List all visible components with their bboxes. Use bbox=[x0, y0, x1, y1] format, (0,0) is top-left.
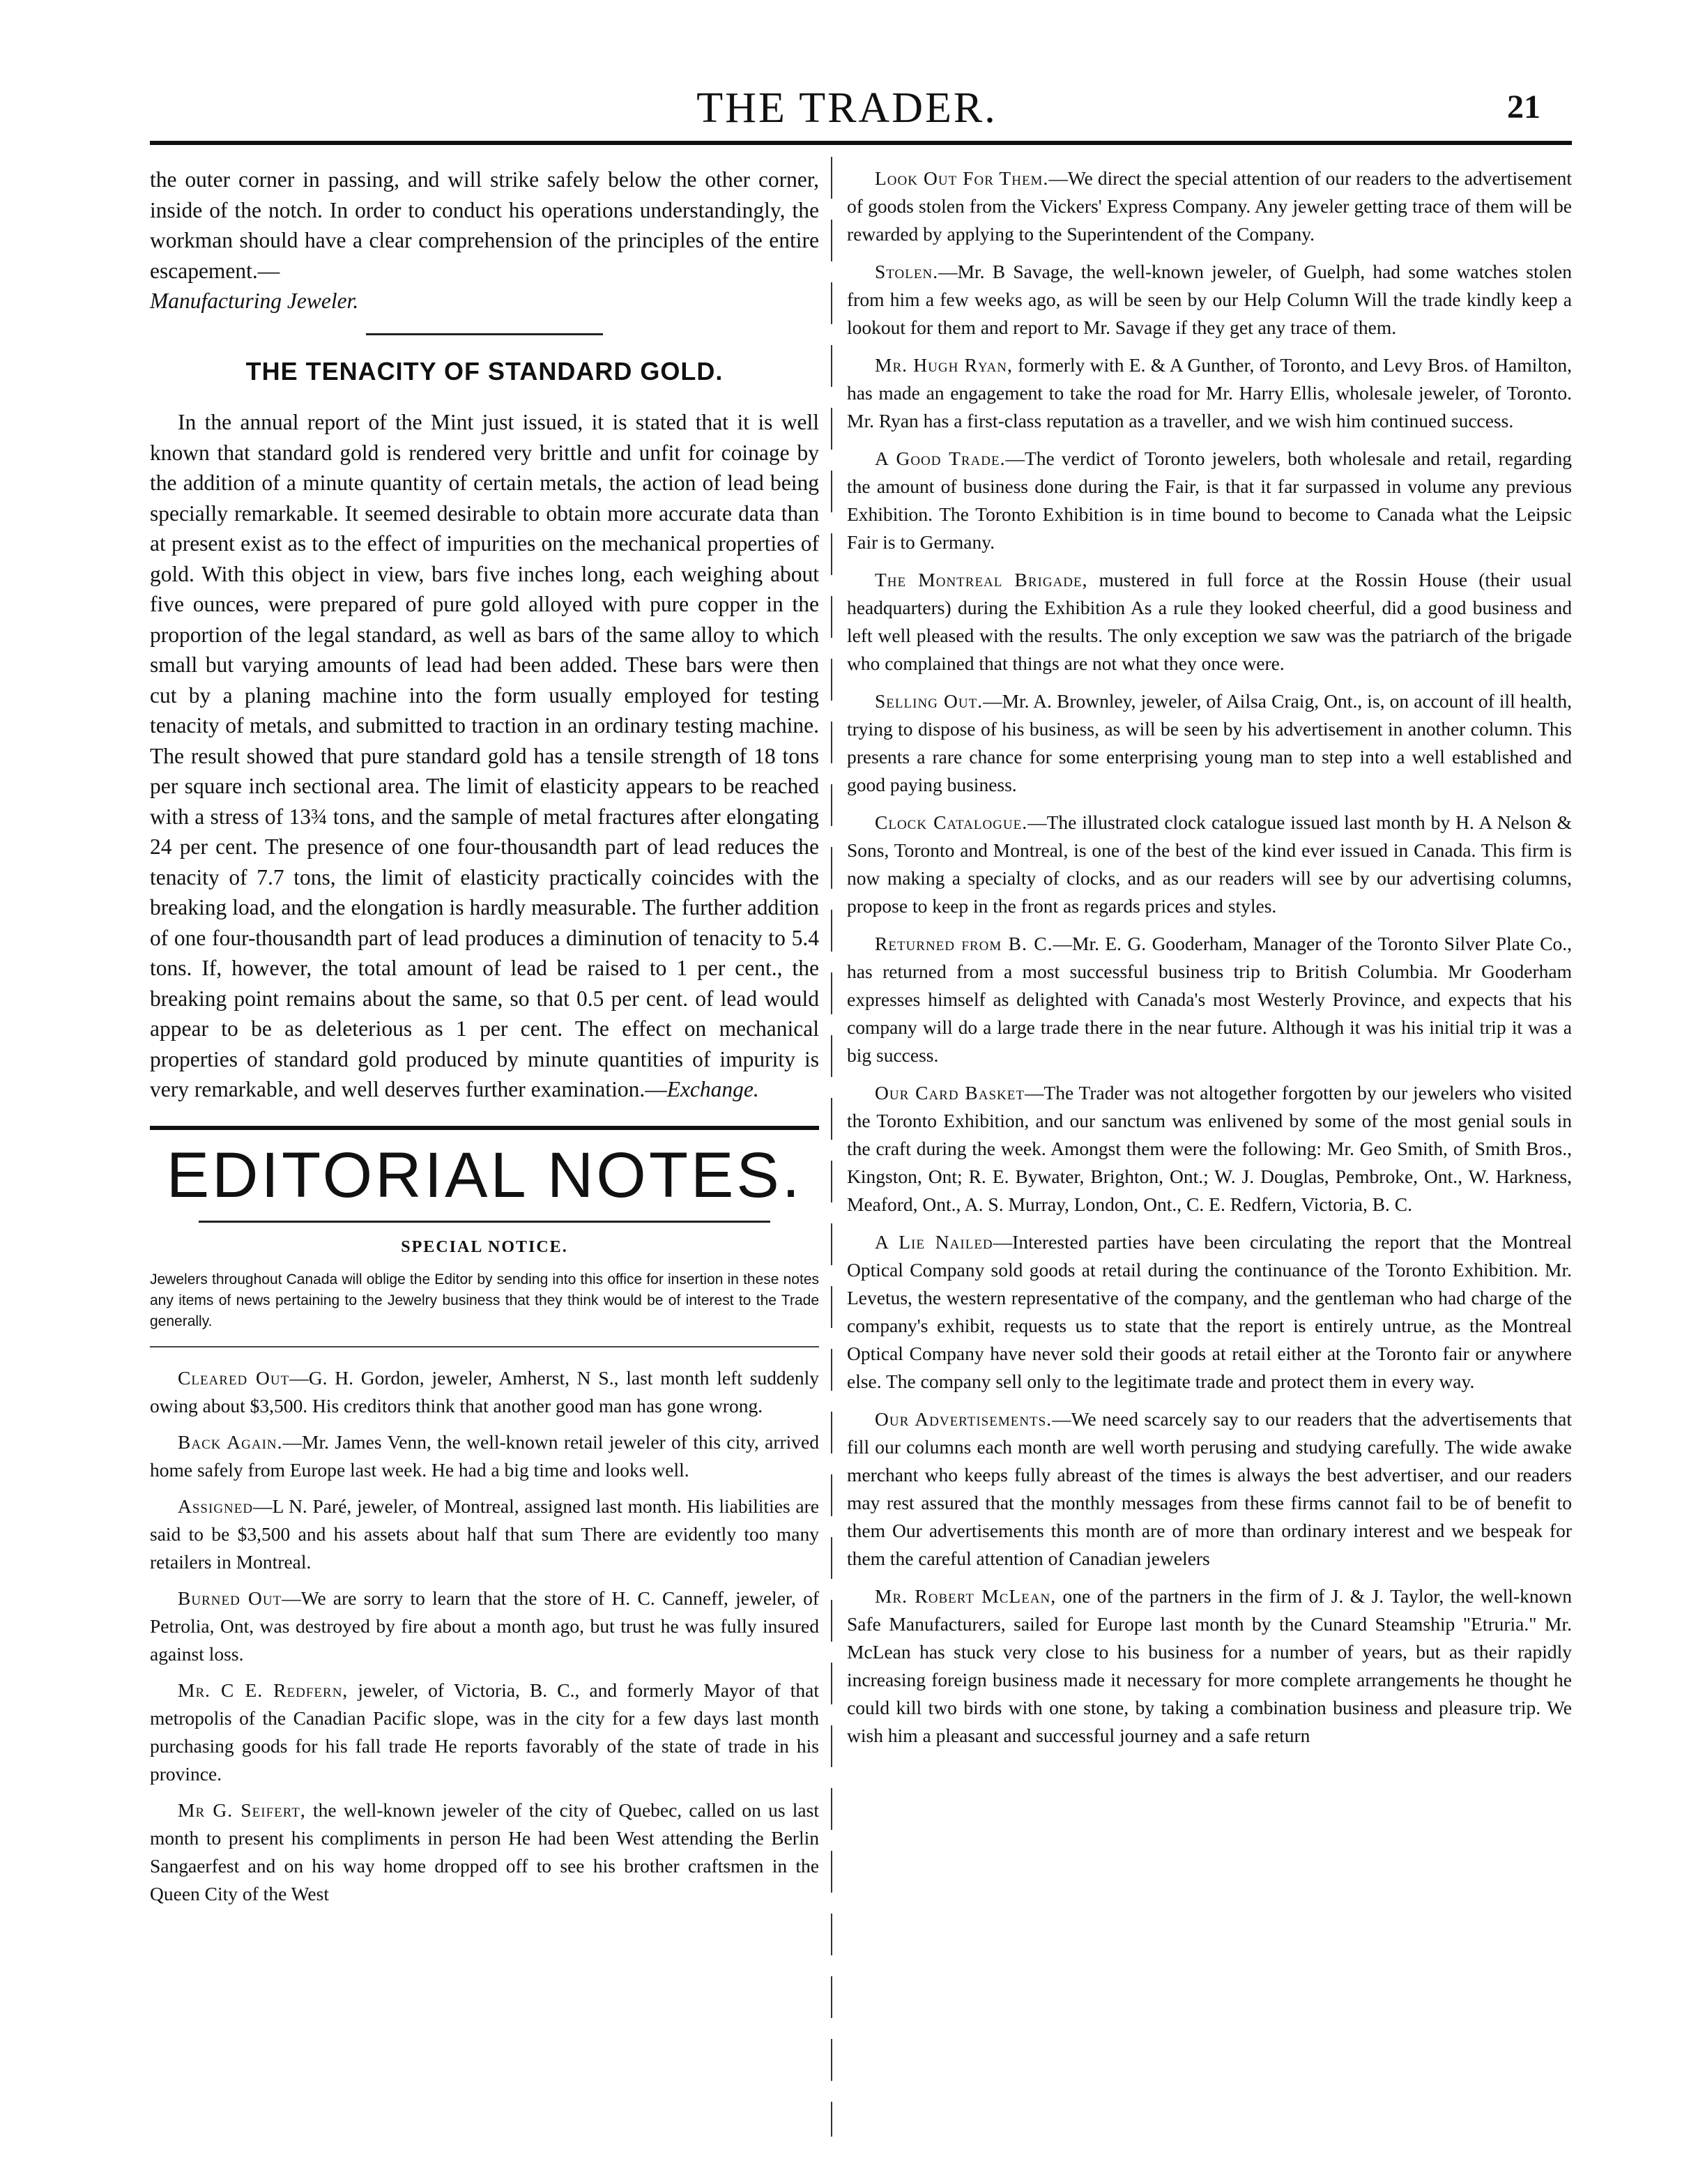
note-stolen: Stolen.—Mr. B Savage, the well-known jeweler, of Guelph, had some watches stolen from him a few weeks ago, as will be seen by our Help Column Will the trade kindly keep a lookout for them and report to Mr. Savage if they get any trace of them. bbox=[847, 261, 1572, 338]
note-redfern: Mr. C E. Redfern, jeweler, of Victoria, B. C., and formerly Mayor of that metropolis of the Canadian Pacific slope, was in the city for a few days last month purchasing goods for his fall trade He reports favorably of the state of trade in his province. bbox=[150, 1679, 819, 1785]
note-hugh-ryan: Mr. Hugh Ryan, formerly with E. & A Gunther, of Toronto, and Levy Bros. of Hamilton, has made an engagement to take the road for Mr. Harry Ellis, wholesale jeweler, of Toronto. Mr. Ryan has a first-class reputation as a traveller, and we wish him continued success. bbox=[847, 354, 1572, 432]
header-rule bbox=[150, 141, 1572, 145]
continuation-source: Manufacturing Jeweler. bbox=[150, 289, 359, 313]
editorial-notes-block bbox=[150, 1126, 819, 1348]
editorial-heading: EDITORIAL NOTES. bbox=[166, 1139, 803, 1211]
editorial-underline bbox=[199, 1221, 770, 1223]
continuation-text: the outer corner in passing, and will strike safely below the other corner, inside of the notch. In order to conduct his operations understandingly, the workman should have a clear comprehension of the principles of the entire escapement.— Manufacturing Jeweler. bbox=[150, 167, 819, 313]
column-divider bbox=[831, 157, 832, 2137]
note-burned-out: Burned Out—We are sorry to learn that the store of H. C. Canneff, jeweler, of Petrolia, Ont, was destroyed by fire about a month ago, but trust he was fully insured against loss. bbox=[150, 1587, 819, 1665]
note-good-trade: A Good Trade.—The verdict of Toronto jewelers, both wholesale and retail, regarding the amount of business done during the Fair, is that it far surpassed in volume any previous Exhibition. The Toronto Exhibition is in time bound to become to Canada what the Leipsic Fair is to Germany. bbox=[847, 448, 1572, 553]
note-montreal-brigade: The Montreal Brigade, mustered in full force at the Rossin House (their usual headquarters) during the Exhibition As a rule they looked cheerful, did a good business and left well pleased with the results. The only exception we saw was the patriarch of the brigade who complained that things are not what they once were. bbox=[847, 569, 1573, 674]
note-back-again: Back Again.—Mr. James Venn, the well-known retail jeweler of this city, arrived home safely from Europe last week. He had a big time and looks well. bbox=[150, 1431, 819, 1481]
note-card-basket: Our Card Basket—The Trader was not altogether forgotten by our jewelers who visited the Toronto Exhibition, and our sanctum was enlivened by some of the most genial souls in the craft during the week. Amongst them were the following: Mr. Geo Smith, of Smith Bros., Kingston, Ont; R. E. Bywater, Brighton, Ont.; W. J. Douglas, Pembroke, Ont., W. Harkness, Meaford, Ont., A. S. Murray, London, Ont., C. E. Redfern, Victoria, B. C. bbox=[847, 1082, 1572, 1215]
right-column bbox=[847, 165, 1572, 1759]
note-look-out: Look Out For Them.—We direct the special attention of our readers to the advertisement of goods stolen from the Vickers' Express Company. Any jeweler getting trace of them will be rewarded by applying to the Superintendent of the Company. bbox=[847, 167, 1573, 245]
note-advertisements: Our Advertisements.—We need scarcely say to our readers that the advertisements that fill our columns each month are well worth perusing and studying carefully. The wide awake merchant who keeps fully abreast of the times is always the best advertiser, and our readers may rest assured that the monthly messages from these firms cannot fail to be of benefit to them Our advertisements this month are of more than ordinary interest and we bespeak for them the careful attention of Canadian jewelers bbox=[847, 1408, 1572, 1569]
left-column bbox=[150, 165, 819, 1916]
page-number: 21 bbox=[1507, 89, 1540, 125]
page-header bbox=[125, 84, 1568, 139]
publication-title: THE TRADER. bbox=[696, 84, 997, 132]
special-notice-text: Jewelers throughout Canada will oblige the Editor by sending into this office for insertion in these notes any items of news pertaining to the Jewelry business that they think would be of interest to the Trade generally. bbox=[150, 1272, 819, 1329]
note-clock-catalogue: Clock Catalogue.—The illustrated clock catalogue issued last month by H. A Nelson & Sons, Toronto and Montreal, is one of the best of the kind ever issued in Canada. This firm is now making a specialty of clocks, and as our readers will see by our advertising columns, propose to keep in the front as regards prices and styles. bbox=[847, 811, 1573, 917]
note-assigned: Assigned—L N. Paré, jeweler, of Montreal, assigned last month. His liabilities are said to be $3,500 and his assets about half that sum There are evidently too many retailers in Montreal. bbox=[150, 1495, 819, 1573]
article-title: THE TENACITY OF STANDARD GOLD. bbox=[245, 356, 724, 385]
note-lie-nailed: A Lie Nailed—Interested parties have been circulating the report that the Montreal Optical Company sold goods at retail during the continuance of the Toronto Exhibition. Mr. Levetus, the western representative of the company, and the gentleman who had charge of the company's exhibit, requests us to state that the report is entirely untrue, as the Montreal Optical Company have never sold their goods at retail either at the Toronto fair or anywhere else. The company sell only to the legitimate trade and protect them in every way. bbox=[847, 1231, 1572, 1392]
note-seifert: Mr G. Seifert, the well-known jeweler of the city of Quebec, called on us last month to present his compliments in person He had been West attending the Berlin Sangaerfest and on his way home dropped off to see his brother craftsmen in the Queen City of the West bbox=[150, 1799, 819, 1904]
article-body: In the annual report of the Mint just issued, it is stated that it is well known that standard gold is rendered very brittle and unfit for coinage by the addition of a minute quantity of certain metals, the action of lead being specially remarkable. It seemed desirable to obtain more accurate data than at present exist as to the effect of impurities on the mechanical properties of gold. With this object in view, bars five inches long, each weighing about five ounces, were prepared of pure gold alloyed with pure copper in the proportion of the legal standard, as well as bars of the same alloy to which small but varying amounts of lead had been added. These bars were then cut by a planing machine into the form usually employed for testing tenacity of metals, and submitted to traction in an ordinary testing machine. The result showed that pure standard gold has a tensile strength of 18 tons per square inch sectional area. The limit of elasticity appears to be reached with a stress of 13¾ tons, and the sample of metal fractures after elongating 24 per cent. The presence of one four-thousandth part of lead reduces the tenacity of 7.7 tons, the limit of elasticity practically coincides with the breaking load, and the elongation is hardly measurable. The further addition of one four-thousandth part of lead produces a diminution of tenacity to 5.4 tons. If, however, the total amount of lead be raised to 1 per cent., the breaking point remains about the same, so that 0.5 per cent. of lead would appear to be as deleterious as 1 per cent. The effect on mechanical properties of standard gold produced by minute quantities of impurity is very remarkable, and well deserves further examination.—Exchange. bbox=[150, 410, 819, 1101]
article-separator bbox=[366, 333, 603, 335]
note-returned: Returned from B. C.—Mr. E. G. Gooderham, Manager of the Toronto Silver Plate Co., has returned from a most successful business trip to British Columbia. Mr Gooderham expresses himself as delighted with Canada's most Westerly Province, and expects that his company will do a large trade there in the near future. Although it was his initial trip it was a big success. bbox=[847, 933, 1572, 1066]
note-cleared-out: Cleared Out—G. H. Gordon, jeweler, Amherst, N S., last month left suddenly owing about $3,500. His creditors think that another good man has gone wrong. bbox=[150, 1367, 819, 1416]
note-selling-out: Selling Out.—Mr. A. Brownley, jeweler, of Ailsa Craig, Ont., is, on account of ill health, trying to dispose of his business, as will be seen by his advertisement in another column. This presents a rare chance for some enterprising young man to step into a well established and good paying business. bbox=[847, 690, 1572, 795]
note-robert-mclean: Mr. Robert McLean, one of the partners in the firm of J. & J. Taylor, the well-known Safe Manufacturers, sailed for Europe last month by the Cunard Steamship "Etruria." Mr. McLean has stuck very close to his business for a number of years, but as their rapidly increasing foreign business made it necessary for more complete arrangements he thought he could kill two birds with one stone, by taking a combination business and pleasure trip. We wish him a pleasant and successful journey and a safe return bbox=[847, 1585, 1572, 1746]
article-source: Exchange. bbox=[666, 1077, 759, 1101]
special-notice-heading: SPECIAL NOTICE. bbox=[401, 1237, 568, 1256]
notice-rule bbox=[150, 1346, 819, 1347]
